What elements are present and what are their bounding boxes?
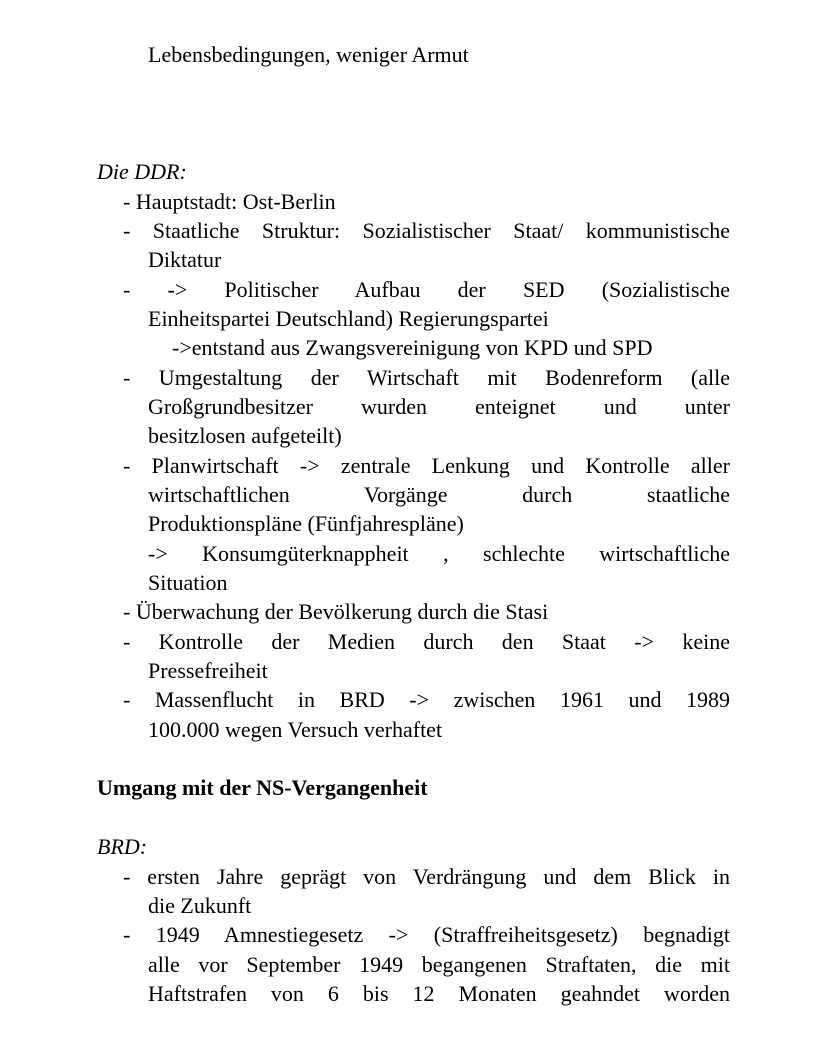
- brd-line: - ersten Jahre geprägt von Verdrängung und dem Blick in: [123, 864, 730, 889]
- ddr-line: - Kontrolle der Medien durch den Staat -> keine: [123, 629, 730, 654]
- ddr-line: wirtschaftlichen Vorgänge durch staatliche: [148, 482, 730, 507]
- ddr-line: Großgrundbesitzer wurden enteignet und unter: [148, 394, 730, 419]
- ddr-line: Pressefreiheit: [148, 658, 268, 683]
- brd-line: - 1949 Amnestiegesetz -> (Straffreiheitsgesetz) begnadigt: [123, 922, 730, 947]
- ddr-line: Diktatur: [148, 247, 222, 272]
- ddr-line: ->entstand aus Zwangsvereinigung von KPD und SPD: [172, 335, 653, 360]
- ddr-line: - Planwirtschaft -> zentrale Lenkung und Kontrolle aller: [123, 453, 730, 478]
- ddr-line: - Massenflucht in BRD -> zwischen 1961 und 1989: [123, 687, 730, 712]
- ddr-line: - Umgestaltung der Wirtschaft mit Bodenreform (alle: [123, 365, 730, 390]
- ddr-line: -> Konsumgüterknappheit , schlechte wirtschaftliche: [148, 541, 730, 566]
- brd-heading: BRD:: [97, 834, 148, 859]
- ddr-line: - Staatliche Struktur: Sozialistischer Staat/ kommunistische: [123, 218, 730, 243]
- ddr-line: - Hauptstadt: Ost-Berlin: [123, 189, 336, 214]
- brd-line: die Zukunft: [148, 893, 252, 918]
- ddr-line: besitzlosen aufgeteilt): [148, 423, 342, 448]
- ddr-line: Einheitspartei Deutschland) Regierungspartei: [148, 306, 549, 331]
- ddr-line: Situation: [148, 570, 228, 595]
- ns-heading: Umgang mit der NS-Vergangenheit: [97, 775, 428, 800]
- ddr-line: Produktionspläne (Fünfjahrespläne): [148, 511, 464, 536]
- brd-line: Haftstrafen von 6 bis 12 Monaten geahndet worden: [148, 981, 730, 1006]
- intro-line: Lebensbedingungen, weniger Armut: [148, 42, 469, 67]
- ddr-line: 100.000 wegen Versuch verhaftet: [148, 717, 443, 742]
- ddr-heading: Die DDR:: [97, 159, 187, 184]
- ddr-line: - -> Politischer Aufbau der SED (Sozialistische: [123, 277, 730, 302]
- brd-line: alle vor September 1949 begangenen Straftaten, die mit: [148, 952, 730, 977]
- ddr-line: - Überwachung der Bevölkerung durch die Stasi: [123, 599, 549, 624]
